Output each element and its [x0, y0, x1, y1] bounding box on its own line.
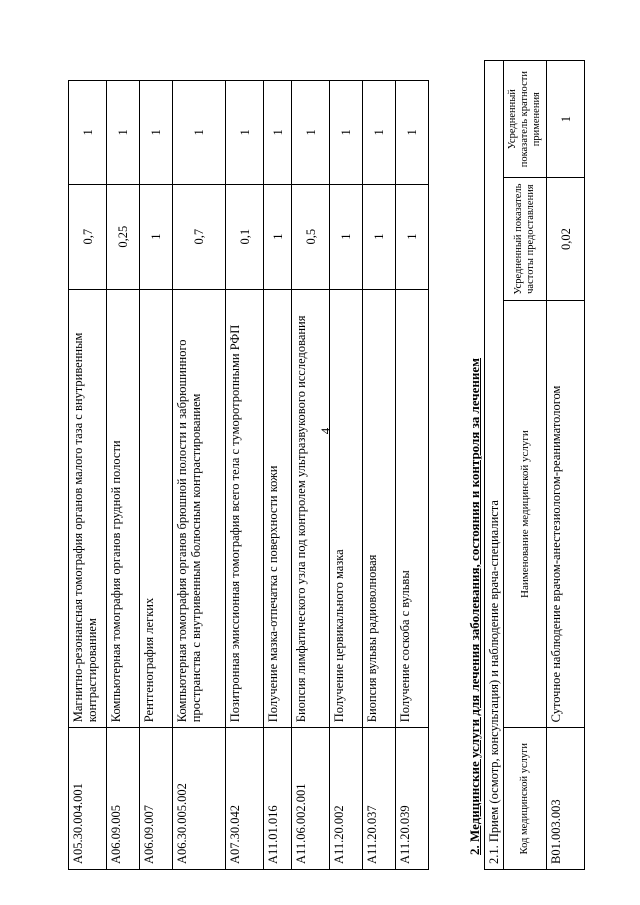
table-row: [173, 81, 226, 870]
specialist-services-table: [484, 60, 585, 870]
frequency-cell: 1: [140, 184, 173, 289]
name-cell: Биопсия вульвы радиоволновая: [363, 289, 396, 728]
table-row: [330, 81, 363, 870]
name-cell: Биопсия лимфатического узла под контролем ультразвукового исследования: [292, 289, 330, 728]
multiplicity-cell: 1: [547, 61, 585, 178]
multiplicity-cell: 1: [396, 81, 429, 185]
code-cell: A11.20.037: [363, 728, 396, 870]
header-multiplicity: Усредненный показатель кратности применения: [504, 61, 547, 178]
frequency-cell: 1: [363, 184, 396, 289]
table-row: [107, 81, 140, 870]
multiplicity-cell: 1: [173, 81, 226, 185]
frequency-cell: 0,25: [107, 184, 140, 289]
frequency-cell: 0,7: [69, 184, 107, 289]
multiplicity-cell: 1: [107, 81, 140, 185]
table-row: [140, 81, 173, 870]
name-cell: Компьютерная томография органов грудной полости: [107, 289, 140, 728]
name-cell: Получение мазка-отпечатка с поверхности кожи: [264, 289, 292, 728]
header-frequency: Усредненный показатель частоты предоставления: [504, 178, 547, 301]
multiplicity-cell: 1: [363, 81, 396, 185]
code-cell: A11.20.039: [396, 728, 429, 870]
frequency-cell: 0,1: [226, 184, 264, 289]
frequency-cell: 1: [330, 184, 363, 289]
page-number: 4: [318, 427, 333, 435]
header-code: Код медицинской услуги: [504, 728, 547, 870]
header-row: [504, 61, 547, 870]
table-row: [292, 81, 330, 870]
name-cell: Получение цервикального мазка: [330, 289, 363, 728]
section-heading: 2. Медицинские услуги для лечения заболевания, состояния и контроля за лечением: [467, 357, 482, 855]
name-cell: Суточное наблюдение врачом-анестезиологом-реаниматологом: [547, 300, 585, 727]
code-cell: A11.06.002.001: [292, 728, 330, 870]
multiplicity-cell: 1: [140, 81, 173, 185]
multiplicity-cell: 1: [292, 81, 330, 185]
multiplicity-cell: 1: [330, 81, 363, 185]
code-cell: A06.30.005.002: [173, 728, 226, 870]
table-row: [396, 81, 429, 870]
rotated-content: [20, 60, 620, 870]
name-cell: Позитронная эмиссионная томография всего тела с туморотропными РФП: [226, 289, 264, 728]
subsection-heading: 2.1. Прием (осмотр, консультация) и наблюдение врача-специалиста: [485, 61, 504, 870]
frequency-cell: 1: [396, 184, 429, 289]
name-cell: Компьютерная томография органов брюшной полости и забрюшинного пространства с внутривенным болюсным контрастированием: [173, 289, 226, 728]
multiplicity-cell: 1: [69, 81, 107, 185]
multiplicity-cell: 1: [264, 81, 292, 185]
header-name: Наименование медицинской услуги: [504, 300, 547, 727]
code-cell: A06.09.005: [107, 728, 140, 870]
code-cell: B01.003.003: [547, 728, 585, 870]
code-cell: A11.01.016: [264, 728, 292, 870]
code-cell: A05.30.004.001: [69, 728, 107, 870]
code-cell: A07.30.042: [226, 728, 264, 870]
name-cell: Магнитно-резонансная томография органов малого таза с внутривенным контрастированием: [69, 289, 107, 728]
frequency-cell: 0,02: [547, 178, 585, 301]
name-cell: Рентгенография легких: [140, 289, 173, 728]
table-row: [363, 81, 396, 870]
code-cell: A11.20.002: [330, 728, 363, 870]
code-cell: A06.09.007: [140, 728, 173, 870]
table-row: [264, 81, 292, 870]
table-row: [69, 81, 107, 870]
frequency-cell: 1: [264, 184, 292, 289]
name-cell: Получение соскоба с вульвы: [396, 289, 429, 728]
frequency-cell: 0,7: [173, 184, 226, 289]
services-table-continued: [68, 80, 429, 870]
table-row: [547, 61, 585, 870]
table-row: [226, 81, 264, 870]
multiplicity-cell: 1: [226, 81, 264, 185]
frequency-cell: 0,5: [292, 184, 330, 289]
